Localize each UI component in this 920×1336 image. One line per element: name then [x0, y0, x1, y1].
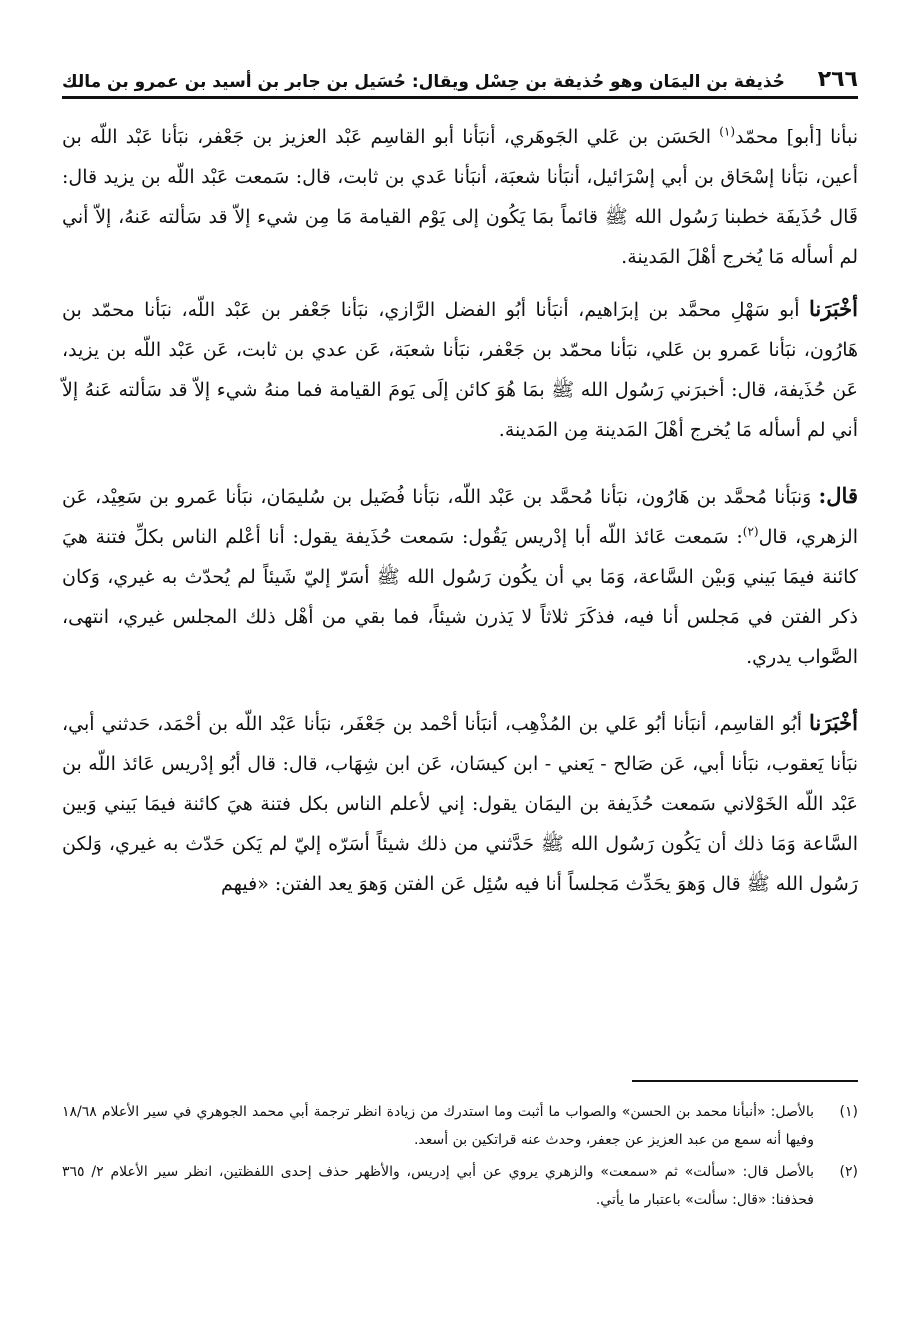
running-title: حُذيفة بن اليمَان وهو حُذيفة بن حِسْل ويقال: حُسَيل بن جابر بن أسيد بن عمرو بن مالك — [62, 72, 785, 92]
paragraph-lead: قال: — [818, 483, 858, 508]
footnote-ref-1[interactable]: (١) — [719, 124, 736, 139]
paragraph-1 — [62, 116, 858, 277]
header-rule — [62, 96, 858, 99]
paragraph-text-continued: الحَسَن بن عَلي الجَوهَري، أنبَأنا أبو القاسِم عَبْد العزيز بن جَعْفر، نبَأنا عَبْد اللّه بن أعين، نبَأنا إسْحَاق بن أبي إسْرَائيل، أنبَأنا شعبَة، أنبَأنا عَدي بن ثابت، قال: سَمعت عَبْد اللّه بن يزيد قال: قَال حُذَيفَة خطبنا رَسُول الله ﷺ قائماً بمَا يَكُون إلى يَوْم القيامة مَا مِن شيء إلاّ قد سَألته عَنهُ، إلاّ أني لم أسأله مَا يُخرج أهْلَ المَدينة. — [62, 126, 858, 268]
paragraph-text: وَنبَأنا مُحمَّد بن هَارُون، نبَأنا مُحمَّد بن عَبْد اللّه، نبَأنا فُضَيل بن سُليمَان، نبَأنا عَمرو بن سَعِيْد، عَن الزهري، قال — [62, 486, 859, 548]
paragraph-2 — [62, 289, 858, 450]
page-number: ٢٦٦ — [817, 67, 858, 92]
paragraph-text-continued: : سَمعت عَائذ اللّه أبا إدْريس يَقُول: سَمعت حُذَيفة يقول: أنا أعْلم الناس بكلِّ فتنة هيَ كائنة فيمَا بَيني وَبيْن السَّاعة، وَمَا بي أن يكُون رَسُول الله ﷺ أسَرّ إليّ شَيئاً لم يُحدّث به غيري، وَكان ذكر الفتن في مَجلس أنا فيه، فذكَرَ ثلاثاً لا يَذرن شيئاً، فما بقي من أهْل ذلك المجلس غيري، انتهى، الصَّواب يدري. — [62, 526, 858, 668]
footnote-separator — [632, 1080, 858, 1082]
footnote-2 — [62, 1158, 858, 1214]
paragraph-3 — [62, 476, 858, 677]
paragraph-text: أبو سَهْلِ محمَّد بن إبرَاهيم، أنبَأنا أبُو الفضل الرَّازي، نبَأنا جَعْفر بن عَبْد اللّه، نبَأنا محمّد بن هَارُون، نبَأنا عَمرو بن عَلي، نبَأنا محمّد بن جَعْفر، نبَأنا شعبَة، عَن عدي بن ثابت، عَن عَبْد اللّه بن يزيد، عَن حُذَيفة، قال: أخبرَني رَسُول الله ﷺ بمَا هُوَ كائن إلَى يَومَ القيامة فما منهُ شيء إلاّ قد سَألته عَنهُ إلاّ أني لم أسأله مَا يُخرج أهْلَ المَدينة مِن المَدينة. — [62, 299, 858, 441]
footnote-text: بالأصل قال: «سألت» ثم «سمعت» والزهري يروي عن أبي إدريس، والأظهر حذف إحدى اللفظتين، انظر سير الأعلام ٢/ ٣٦٥ فحذفنا: «قال: سألت» باعتبار ما يأتي. — [62, 1164, 814, 1208]
footnote-number: (٢) — [839, 1164, 858, 1180]
footnote-1 — [62, 1098, 858, 1154]
page-header — [62, 58, 858, 92]
footnote-text: بالأصل: «أنبأنا محمد بن الحسن» والصواب ما أثبت وما استدرك من زيادة انظر ترجمة أبي محمد الجوهري في سير الأعلام ١٨/٦٨ وفيها أنه سمع من عبد العزيز عن جعفر، وحدث عنه قراتكين بن أسعد. — [62, 1104, 814, 1148]
footnotes — [62, 1098, 858, 1218]
paragraph-text: أبُو القاسِم، أنبَأنا أبُو عَلي بن المُذْهِب، أنبَأنا أحْمد بن جَعْفَر، نبَأنا عَبْد اللّه بن أحْمَد، حَدثني أبي، نبَأنا يَعقوب، نبَأنا أبي، عَن صَالح - يَعني - ابن كيسَان، عَن ابن شِهَاب، قال: قال أبُو إدْريس عَائذ اللّه بن عَبْد اللّه الخَوْلاني سَمعت حُذَيفة بن اليمَان يقول: إني لأعلم الناس بكل فتنة هيَ كائنة فيمَا بَيني وَبين السَّاعة وَمَا ذلك أن يَكُون رَسُول الله ﷺ حَدَّثني من ذلك شيئاً أسَرّه إليّ لم يَكن حَدّث به غيري، وَلكن رَسُول الله ﷺ قال وَهوَ يحَدِّث مَجلساً أنا فيه سُئِل عَن الفتن وَهوَ يعد الفتن: «فيهم — [62, 713, 858, 895]
footnote-number: (١) — [839, 1104, 858, 1120]
paragraph-4 — [62, 703, 858, 904]
paragraph-lead: أخْبَرَنا — [809, 296, 858, 321]
main-text — [62, 116, 858, 904]
paragraph-text: نبأنا [أبو] محمّد — [735, 126, 858, 148]
paragraph-lead: أخْبَرَنا — [809, 710, 858, 735]
footnote-ref-2[interactable]: (٢) — [742, 524, 759, 539]
